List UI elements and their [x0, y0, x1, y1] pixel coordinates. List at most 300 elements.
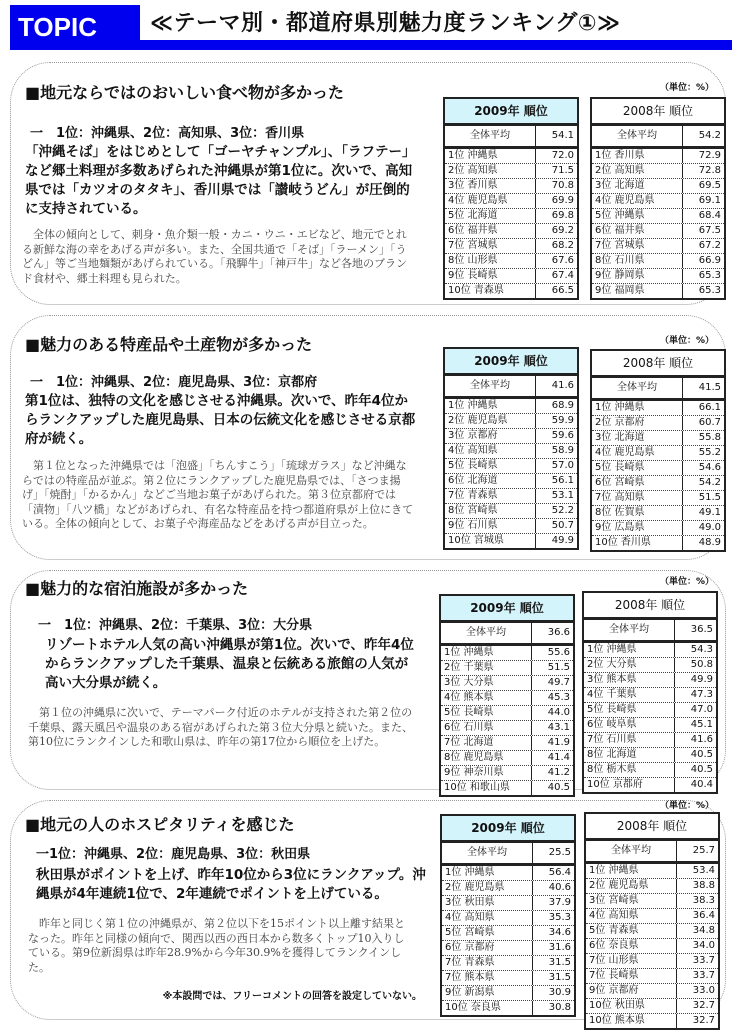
average-value: 25.7 — [692, 845, 715, 856]
rank-value: 67.6 — [551, 255, 574, 266]
rank-prefecture: 4位 千葉県 — [584, 688, 675, 702]
rank-value: 31.5 — [548, 957, 571, 968]
rank-prefecture: 8位 栃木県 — [584, 763, 675, 777]
rank-prefecture: 1位 沖縄県 — [584, 643, 675, 657]
table-2009 — [443, 97, 579, 300]
rank-value: 68.2 — [551, 240, 574, 251]
table-row — [441, 751, 573, 766]
table-row — [584, 703, 716, 718]
rank-prefecture: 3位 熊本県 — [584, 673, 675, 687]
rank-prefecture: 3位 北海道 — [592, 431, 683, 445]
rank-value: 35.3 — [548, 912, 571, 923]
rank-prefecture: 7位 熊本県 — [442, 971, 533, 985]
ranking-rows — [586, 864, 718, 1028]
average-label: 全体平均 — [584, 620, 675, 640]
rank-value: 32.7 — [692, 1015, 715, 1026]
table-row — [586, 894, 718, 909]
ranking-rows — [592, 149, 724, 298]
rank-prefecture: 6位 石川県 — [441, 721, 532, 735]
rank-prefecture: 1位 香川県 — [592, 149, 683, 163]
rank-value: 50.7 — [551, 520, 574, 531]
table-row — [584, 733, 716, 748]
rank-value: 55.2 — [698, 447, 721, 458]
rank-value: 71.5 — [551, 165, 574, 176]
table-row — [445, 519, 577, 534]
table-row — [445, 164, 577, 179]
table-row — [584, 778, 716, 792]
rank-prefecture: 1位 沖縄県 — [441, 646, 532, 660]
rank-value: 51.5 — [547, 662, 570, 673]
rank-value: 38.8 — [692, 880, 715, 891]
table-row — [445, 444, 577, 459]
rank-prefecture: 5位 長崎県 — [445, 459, 536, 473]
table-row — [445, 429, 577, 444]
rank-prefecture: 2位 京都府 — [592, 416, 683, 430]
rank-prefecture: 6位 北海道 — [445, 474, 536, 488]
average-row — [445, 376, 577, 399]
average-label: 全体平均 — [445, 126, 536, 146]
rank-value: 69.2 — [551, 225, 574, 236]
rank-prefecture: 2位 鹿児島県 — [586, 879, 677, 893]
table-row — [592, 209, 724, 224]
topic-badge: TOPIC — [10, 5, 140, 50]
rank-value: 38.3 — [692, 895, 715, 906]
rank-value: 31.5 — [548, 972, 571, 983]
table-header: 2009年 順位 — [442, 816, 574, 843]
rank-prefecture: 5位 北海道 — [445, 209, 536, 223]
rank-prefecture: 3位 京都府 — [445, 429, 536, 443]
table-row — [584, 688, 716, 703]
rank-value: 41.4 — [547, 752, 570, 763]
rank-prefecture: 5位 長崎県 — [584, 703, 675, 717]
section-body: 第１位となった沖縄県では「泡盛」「ちんすこう」「琉球ガラス」など沖縄ならではの特産品が並ぶ。第２位にランクアップした鹿児島県では、「さつま揚げ」「焼酎」「かるかん」などご当地お菓子があげられた。第３位京都府では「漬物」「八ツ橋」などがあげられ、有名な特産品を持つ都道府県が上位にきている。全体の傾向として、お菓子や海産品などをあげる声が目立った。 — [22, 459, 414, 530]
table-row — [442, 911, 574, 926]
rank-value: 66.1 — [698, 402, 721, 413]
rank-prefecture: 6位 岐阜県 — [584, 718, 675, 732]
section-body: 昨年と同じく第１位の沖縄県が、第２位以下を15ポイント以上離す結果となった。昨年と同様の傾向で、関西以西の西日本から数多くトップ10入りしている。第9位新潟県は昨年28.9%から今年30.9%を獲得してランクインした。 — [28, 917, 405, 974]
rank-prefecture: 4位 高知県 — [442, 911, 533, 925]
table-2009 — [439, 594, 575, 797]
table-row — [592, 401, 724, 416]
rank-value: 59.9 — [551, 415, 574, 426]
table-2008 — [590, 349, 726, 552]
rank-value: 41.2 — [547, 767, 570, 778]
table-header: 2008年 順位 — [584, 593, 716, 620]
ranking-rows — [445, 399, 577, 548]
rank-prefecture: 3位 香川県 — [445, 179, 536, 193]
rank-value: 41.6 — [690, 734, 713, 745]
rank-value: 40.5 — [690, 749, 713, 760]
table-row — [442, 926, 574, 941]
rank-value: 36.4 — [692, 910, 715, 921]
table-row — [586, 999, 718, 1014]
rank-value: 54.6 — [698, 462, 721, 473]
section-lead: 第1位は、独特の文化を感じさせる沖縄県。次いで、昨年4位からランクアップした鹿児島県、日本の伝統文化を感じさせる京都府が続く。 — [25, 393, 416, 447]
table-row — [592, 239, 724, 254]
average-label: 全体平均 — [592, 378, 683, 398]
table-row — [592, 536, 724, 550]
rank-value: 68.4 — [698, 210, 721, 221]
table-row — [592, 476, 724, 491]
table-2009 — [443, 347, 579, 550]
rank-value: 70.8 — [551, 180, 574, 191]
unit-label: （単位：%） — [659, 577, 714, 587]
rank-value: 53.4 — [692, 865, 715, 876]
average-label: 全体平均 — [586, 841, 677, 861]
average-row — [592, 126, 724, 149]
page-title: ≪テーマ別・都道府県別魅力度ランキング①≫ — [150, 11, 621, 36]
table-row — [584, 643, 716, 658]
table-row — [442, 971, 574, 986]
table-row — [586, 924, 718, 939]
table-row — [445, 269, 577, 284]
rank-prefecture: 9位 新潟県 — [442, 986, 533, 1000]
rank-value: 54.3 — [690, 644, 713, 655]
rank-value: 34.8 — [692, 925, 715, 936]
rank-value: 56.4 — [548, 867, 571, 878]
rank-prefecture: 10位 和歌山県 — [441, 781, 532, 795]
rank-value: 57.0 — [551, 460, 574, 471]
rank-value: 65.3 — [698, 270, 721, 281]
section-top3: 一 1位：沖縄県、2位：高知県、3位：香川県 — [30, 126, 305, 141]
section-note: ※本設問では、フリーコメントの回答を設定していない。 — [162, 991, 422, 1002]
rank-prefecture: 8位 石川県 — [592, 254, 683, 268]
header-bar — [140, 40, 732, 50]
rank-prefecture: 2位 高知県 — [445, 164, 536, 178]
table-row — [441, 766, 573, 781]
average-row — [442, 843, 574, 866]
rank-prefecture: 10位 秋田県 — [586, 999, 677, 1013]
rank-prefecture: 3位 北海道 — [592, 179, 683, 193]
table-row — [592, 446, 724, 461]
rank-prefecture: 5位 宮崎県 — [442, 926, 533, 940]
table-row — [586, 879, 718, 894]
table-row — [441, 661, 573, 676]
table-row — [592, 491, 724, 506]
rank-prefecture: 10位 奈良県 — [442, 1001, 533, 1015]
rank-value: 55.6 — [547, 647, 570, 658]
rank-prefecture: 8位 北海道 — [584, 748, 675, 762]
rank-prefecture: 9位 長崎県 — [445, 269, 536, 283]
rank-value: 65.3 — [698, 285, 721, 296]
rank-value: 41.9 — [547, 737, 570, 748]
rank-prefecture: 9位 静岡県 — [592, 269, 683, 283]
section-top3: 一 1位：沖縄県、2位：千葉県、3位：大分県 — [38, 618, 313, 633]
table-header: 2009年 順位 — [445, 349, 577, 376]
table-row — [445, 489, 577, 504]
rank-prefecture: 4位 高知県 — [586, 909, 677, 923]
rank-prefecture: 7位 高知県 — [592, 491, 683, 505]
table-row — [592, 224, 724, 239]
rank-value: 67.5 — [698, 225, 721, 236]
section-lead: リゾートホテル人気の高い沖縄県が第1位。次いで、昨年4位からランクアップした千葉県、温泉と伝統ある旅館の人気が高い大分県が続く。 — [45, 637, 414, 691]
ranking-rows — [442, 866, 574, 1015]
ranking-rows — [441, 646, 573, 795]
rank-value: 60.7 — [698, 417, 721, 428]
rank-prefecture: 8位 山形県 — [445, 254, 536, 268]
rank-value: 32.7 — [692, 1000, 715, 1011]
rank-value: 44.0 — [547, 707, 570, 718]
unit-label: （単位：%） — [659, 801, 714, 811]
average-row — [586, 841, 718, 864]
rank-prefecture: 1位 沖縄県 — [445, 399, 536, 413]
average-value: 36.6 — [547, 627, 570, 638]
average-value: 54.2 — [698, 130, 721, 141]
rank-prefecture: 7位 石川県 — [584, 733, 675, 747]
rank-prefecture: 3位 大分県 — [441, 676, 532, 690]
table-2008 — [584, 812, 720, 1030]
average-value: 54.1 — [551, 130, 574, 141]
rank-value: 34.6 — [548, 927, 571, 938]
rank-value: 50.8 — [690, 659, 713, 670]
rank-value: 37.9 — [548, 897, 571, 908]
rank-prefecture: 2位 千葉県 — [441, 661, 532, 675]
rank-prefecture: 9位 京都府 — [586, 984, 677, 998]
table-row — [586, 969, 718, 984]
rank-prefecture: 9位 福岡県 — [592, 284, 683, 298]
table-row — [445, 284, 577, 298]
rank-value: 72.8 — [698, 165, 721, 176]
rank-value: 30.9 — [548, 987, 571, 998]
table-row — [592, 416, 724, 431]
section-title: ■魅力的な宿泊施設が多かった — [25, 579, 249, 598]
rank-prefecture: 10位 香川県 — [592, 536, 683, 550]
average-row — [441, 623, 573, 646]
table-row — [441, 781, 573, 795]
table-row — [445, 399, 577, 414]
average-value: 36.5 — [690, 624, 713, 635]
table-row — [445, 414, 577, 429]
section-body: 第１位の沖縄県に次いで、テーマパーク付近のホテルが支持された第２位の千葉県、露天風呂や温泉のある宿があげられた第３位大分県と続いた。また、第10位にランクインした和歌山県は、昨年の第17位から順位を上げた。 — [28, 706, 413, 748]
table-row — [592, 149, 724, 164]
table-row — [445, 474, 577, 489]
table-row — [584, 658, 716, 673]
average-row — [592, 378, 724, 401]
rank-prefecture: 3位 秋田県 — [442, 896, 533, 910]
rank-value: 40.5 — [547, 782, 570, 793]
rank-prefecture: 9位 広島県 — [592, 521, 683, 535]
rank-value: 40.4 — [690, 779, 713, 790]
rank-value: 56.1 — [551, 475, 574, 486]
rank-value: 66.9 — [698, 255, 721, 266]
table-row — [592, 431, 724, 446]
section-title: ■地元の人のホスピタリティを感じた — [25, 815, 295, 834]
table-header: 2008年 順位 — [586, 814, 718, 841]
rank-prefecture: 6位 奈良県 — [586, 939, 677, 953]
ranking-rows — [584, 643, 716, 792]
rank-prefecture: 8位 佐賀県 — [592, 506, 683, 520]
rank-value: 48.9 — [698, 537, 721, 548]
rank-value: 72.9 — [698, 150, 721, 161]
average-value: 41.5 — [698, 382, 721, 393]
unit-label: （単位：%） — [659, 336, 714, 346]
section-body: 全体の傾向として、刺身・魚介類一般・カニ・ウニ・エビなど、地元でとれる新鮮な海の幸をあげる声が多い。また、全国共通で「そば」「ラーメン」「うどん」等ご当地麺類があげられている。「飛騨牛」「神戸牛」など各地のブランド食材や、郷土料理も見られた。 — [22, 228, 407, 285]
table-row — [592, 254, 724, 269]
rank-prefecture: 9位 石川県 — [445, 519, 536, 533]
rank-value: 49.9 — [551, 535, 574, 546]
rank-prefecture: 5位 長崎県 — [441, 706, 532, 720]
unit-label: （単位：%） — [659, 83, 714, 93]
rank-prefecture: 6位 福井県 — [445, 224, 536, 238]
rank-value: 33.7 — [692, 970, 715, 981]
rank-value: 54.2 — [698, 477, 721, 488]
rank-value: 66.5 — [551, 285, 574, 296]
rank-prefecture: 4位 熊本県 — [441, 691, 532, 705]
rank-value: 34.0 — [692, 940, 715, 951]
rank-value: 67.2 — [698, 240, 721, 251]
rank-prefecture: 10位 宮城県 — [445, 534, 536, 548]
table-row — [592, 194, 724, 209]
table-row — [441, 691, 573, 706]
section-top3: 一 1位：沖縄県、2位：鹿児島県、3位：京都府 — [30, 375, 318, 390]
average-value: 41.6 — [551, 380, 574, 391]
rank-value: 49.0 — [698, 522, 721, 533]
table-row — [592, 269, 724, 284]
rank-value: 45.1 — [690, 719, 713, 730]
table-row — [445, 224, 577, 239]
rank-prefecture: 3位 宮崎県 — [586, 894, 677, 908]
rank-prefecture: 10位 京都府 — [584, 778, 675, 792]
table-row — [442, 1001, 574, 1015]
rank-prefecture: 10位 青森県 — [445, 284, 536, 298]
rank-prefecture: 8位 鹿児島県 — [441, 751, 532, 765]
rank-value: 55.8 — [698, 432, 721, 443]
ranking-rows — [592, 401, 724, 550]
table-row — [441, 736, 573, 751]
table-row — [592, 179, 724, 194]
rank-prefecture: 5位 沖縄県 — [592, 209, 683, 223]
average-row — [445, 126, 577, 149]
section-title: ■地元ならではのおいしい食べ物が多かった — [25, 83, 344, 102]
table-row — [586, 984, 718, 999]
rank-prefecture: 1位 沖縄県 — [445, 149, 536, 163]
rank-prefecture: 7位 北海道 — [441, 736, 532, 750]
rank-value: 49.7 — [547, 677, 570, 688]
average-label: 全体平均 — [592, 126, 683, 146]
rank-prefecture: 6位 宮崎県 — [592, 476, 683, 490]
rank-prefecture: 6位 福井県 — [592, 224, 683, 238]
table-row — [442, 896, 574, 911]
table-2008 — [590, 97, 726, 300]
table-header: 2008年 順位 — [592, 99, 724, 126]
rank-value: 59.6 — [551, 430, 574, 441]
table-header: 2009年 順位 — [445, 99, 577, 126]
rank-prefecture: 7位 青森県 — [442, 956, 533, 970]
average-value: 25.5 — [548, 847, 571, 858]
section-top3: 一1位：沖縄県、2位：鹿児島県、3位：秋田県 — [36, 847, 311, 862]
table-row — [445, 254, 577, 269]
rank-prefecture: 4位 鹿児島県 — [592, 446, 683, 460]
table-row — [592, 164, 724, 179]
rank-prefecture: 4位 高知県 — [445, 444, 536, 458]
rank-prefecture: 10位 熊本県 — [586, 1014, 677, 1028]
rank-value: 69.1 — [698, 195, 721, 206]
table-row — [442, 956, 574, 971]
rank-prefecture: 2位 鹿児島県 — [442, 881, 533, 895]
rank-value: 69.9 — [551, 195, 574, 206]
rank-value: 45.3 — [547, 692, 570, 703]
rank-value: 49.1 — [698, 507, 721, 518]
table-row — [586, 954, 718, 969]
rank-prefecture: 1位 沖縄県 — [586, 864, 677, 878]
rank-value: 33.0 — [692, 985, 715, 996]
table-row — [445, 179, 577, 194]
rank-value: 72.0 — [551, 150, 574, 161]
rank-prefecture: 8位 宮崎県 — [445, 504, 536, 518]
table-row — [586, 909, 718, 924]
table-row — [442, 986, 574, 1001]
rank-value: 68.9 — [551, 400, 574, 411]
average-label: 全体平均 — [441, 623, 532, 643]
rank-value: 40.5 — [690, 764, 713, 775]
table-row — [445, 239, 577, 254]
rank-prefecture: 1位 沖縄県 — [592, 401, 683, 415]
table-row — [592, 461, 724, 476]
table-row — [442, 881, 574, 896]
rank-value: 69.8 — [551, 210, 574, 221]
rank-prefecture: 7位 青森県 — [445, 489, 536, 503]
rank-prefecture: 2位 高知県 — [592, 164, 683, 178]
section-title: ■魅力のある特産品や土産物が多かった — [25, 335, 313, 354]
rank-value: 51.5 — [698, 492, 721, 503]
table-row — [445, 504, 577, 519]
table-row — [445, 194, 577, 209]
table-row — [445, 149, 577, 164]
rank-prefecture: 4位 鹿児島県 — [445, 194, 536, 208]
section-lead: 秋田県がポイントを上げ、昨年10位から3位にランクアップ。沖縄県が4年連続1位で、2年連続でポイントを上げている。 — [36, 867, 426, 902]
section-lead: 「沖縄そば」をはじめとして「ゴーヤチャンプル」、「ラフテー」など郷土料理が多数あげられた沖縄県が第1位に。次いで、高知県では「カツオのタタキ」、香川県では「讃岐うどん」が圧倒的に支持されている。 — [25, 144, 416, 217]
rank-value: 58.9 — [551, 445, 574, 456]
rank-value: 47.3 — [690, 689, 713, 700]
table-row — [584, 718, 716, 733]
table-row — [584, 763, 716, 778]
table-row — [442, 941, 574, 956]
rank-prefecture: 7位 山形県 — [586, 954, 677, 968]
table-header: 2009年 順位 — [441, 596, 573, 623]
table-row — [445, 209, 577, 224]
table-row — [441, 676, 573, 691]
table-2009 — [440, 814, 576, 1017]
table-row — [586, 1014, 718, 1028]
rank-prefecture: 2位 鹿児島県 — [445, 414, 536, 428]
table-row — [441, 706, 573, 721]
table-2008 — [582, 591, 718, 794]
rank-value: 43.1 — [547, 722, 570, 733]
rank-prefecture: 4位 鹿児島県 — [592, 194, 683, 208]
table-row — [584, 748, 716, 763]
rank-prefecture: 7位 宮城県 — [592, 239, 683, 253]
rank-value: 69.5 — [698, 180, 721, 191]
table-row — [445, 459, 577, 474]
table-row — [584, 673, 716, 688]
rank-value: 52.2 — [551, 505, 574, 516]
table-row — [586, 939, 718, 954]
average-label: 全体平均 — [445, 376, 536, 396]
rank-value: 49.9 — [690, 674, 713, 685]
rank-prefecture: 7位 宮城県 — [445, 239, 536, 253]
rank-value: 47.0 — [690, 704, 713, 715]
rank-prefecture: 1位 沖縄県 — [442, 866, 533, 880]
table-row — [592, 284, 724, 298]
table-row — [441, 646, 573, 661]
rank-value: 31.6 — [548, 942, 571, 953]
rank-prefecture: 6位 京都府 — [442, 941, 533, 955]
table-header: 2008年 順位 — [592, 351, 724, 378]
rank-value: 30.8 — [548, 1002, 571, 1013]
rank-prefecture: 5位 長崎県 — [592, 461, 683, 475]
rank-prefecture: 2位 大分県 — [584, 658, 675, 672]
rank-value: 67.4 — [551, 270, 574, 281]
